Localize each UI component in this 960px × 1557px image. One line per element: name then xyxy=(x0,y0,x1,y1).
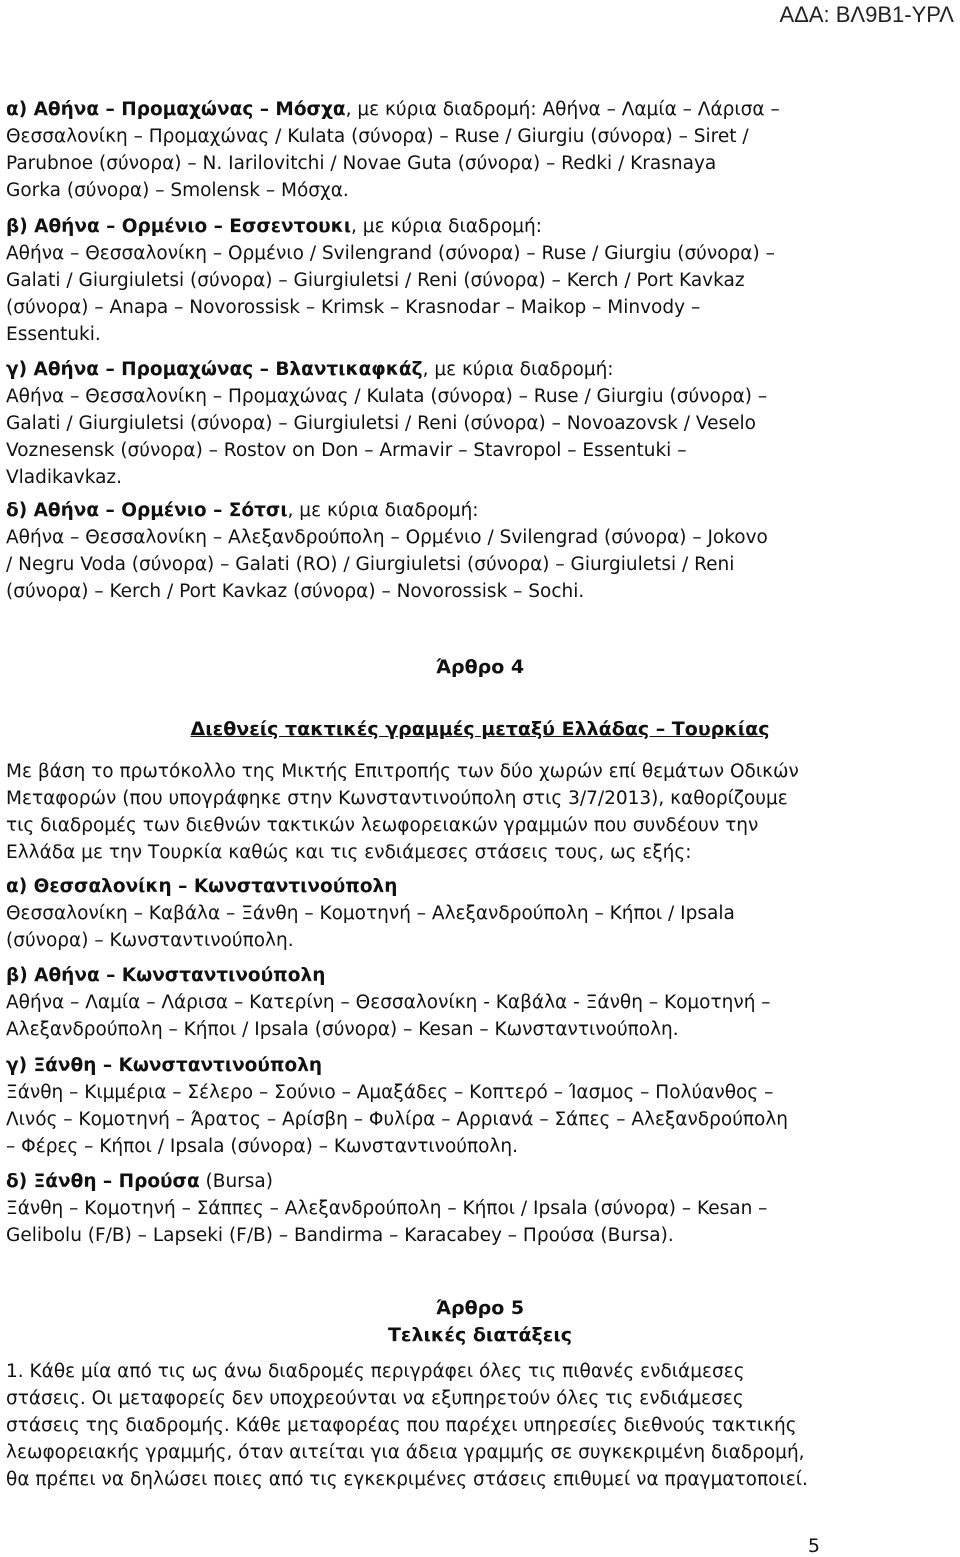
route-line: / Negru Voda (σύνορα) – Galati (RO) / Giurgiuletsi (σύνορα) – Giurgiuletsi / Reni xyxy=(6,554,735,575)
route-4b xyxy=(6,962,820,1043)
route-intro: , με κύρια διαδρομή: xyxy=(422,359,614,380)
article-5-subheading: Τελικές διατάξεις xyxy=(387,1324,573,1346)
route-title: δ) Ξάνθη – Προύσα xyxy=(6,1171,200,1192)
route-4c xyxy=(6,1052,820,1160)
route-title: β) Αθήνα – Ορμένιο – Εσσεντουκι xyxy=(6,216,352,237)
route-line: – Φέρες – Κήποι / Ipsala (σύνορα) – Κωνσταντινούπολη. xyxy=(6,1136,518,1157)
article-4-subheading xyxy=(0,718,960,740)
route-3c xyxy=(6,356,820,491)
route-line xyxy=(6,213,820,240)
route-line: Αθήνα – Θεσσαλονίκη – Αλεξανδρούπολη – Ορμένιο / Svilengrad (σύνορα) – Jokovo xyxy=(6,527,768,548)
document-ada-code: ΑΔΑ: ΒΛ9Β1-ΥΡΛ xyxy=(779,2,954,27)
body-line: λεωφορειακής γραμμής, όταν αιτείται για άδεια γραμμής σε συγκεκριμένη διαδρομή, xyxy=(6,1442,805,1463)
intro-line: Με βάση το πρωτόκολλο της Μικτής Επιτροπής των δύο χωρών επί θεμάτων Οδικών xyxy=(6,761,799,782)
route-line: Parubnoe (σύνορα) – N. Iarilovitchi / Novae Guta (σύνορα) – Redki / Krasnaya xyxy=(6,153,717,174)
route-title: β) Αθήνα – Κωνσταντινούπολη xyxy=(6,965,326,986)
route-title: γ) Ξάνθη – Κωνσταντινούπολη xyxy=(6,1055,323,1076)
route-intro: , με κύρια διαδρομή: Αθήνα – Λαμία – Λάρισα – xyxy=(345,99,780,120)
route-line xyxy=(6,356,820,383)
route-intro: , με κύρια διαδρομή: xyxy=(351,216,543,237)
route-line: Galati / Giurgiuletsi (σύνορα) – Giurgiuletsi / Reni (σύνορα) – Novoazovsk / Veselo xyxy=(6,413,756,434)
route-title: α) Θεσσαλονίκη – Κωνσταντινούπολη xyxy=(6,876,398,897)
route-4d xyxy=(6,1168,820,1249)
route-line: Θεσσαλονίκη – Καβάλα – Ξάνθη – Κομοτηνή – Αλεξανδρούπολη – Κήποι / Ipsala xyxy=(6,903,735,924)
route-line: Αθήνα – Θεσσαλονίκη – Ορμένιο / Svilengrand (σύνορα) – Ruse / Giurgiu (σύνορα) – xyxy=(6,243,775,264)
route-line: Θεσσαλονίκη – Προμαχώνας / Kulata (σύνορα) – Ruse / Giurgiu (σύνορα) – Siret / xyxy=(6,126,749,147)
route-line: Λινός – Κομοτηνή – Άρατος – Αρίσβη – Φυλίρα – Αρριανά – Σάπες – Αλεξανδρούπολη xyxy=(6,1109,789,1130)
body-line: στάσεις της διαδρομής. Κάθε μεταφορέας που παρέχει υπηρεσίες διεθνούς τακτικής xyxy=(6,1415,797,1436)
body-line: 1. Κάθε μία από τις ως άνω διαδρομές περιγράφει όλες τις πιθανές ενδιάμεσες xyxy=(6,1361,745,1382)
route-line: Αθήνα – Θεσσαλονίκη – Προμαχώνας / Kulata (σύνορα) – Ruse / Giurgiu (σύνορα) – xyxy=(6,386,768,407)
route-line: Vladikavkaz. xyxy=(6,467,123,488)
intro-line: Ελλάδα με την Τουρκία καθώς και τις ενδιάμεσες στάσεις τους, ως εξής: xyxy=(6,842,692,863)
route-line: Gelibolu (F/B) – Lapseki (F/B) – Bandirma – Karacabey – Προύσα (Bursa). xyxy=(6,1225,674,1246)
route-line: Ξάνθη – Κομοτηνή – Σάππες – Αλεξανδρούπολη – Κήποι / Ipsala (σύνορα) – Kesan – xyxy=(6,1198,768,1219)
article-5-body xyxy=(6,1358,820,1493)
route-line: Gorka (σύνορα) – Smolensk – Μόσχα. xyxy=(6,180,349,201)
route-intro: , με κύρια διαδρομή: xyxy=(287,500,479,521)
route-line: Αλεξανδρούπολη – Κήποι / Ipsala (σύνορα) – Kesan – Κωνσταντινούπολη. xyxy=(6,1019,679,1040)
route-title: γ) Αθήνα – Προμαχώνας – Βλαντικαφκάζ xyxy=(6,359,423,380)
route-line: (σύνορα) – Κωνσταντινούπολη. xyxy=(6,930,294,951)
route-line: (σύνορα) – Anapa – Novorossisk – Krimsk – Krasnodar – Maikop – Minvody – xyxy=(6,297,701,318)
route-title: δ) Αθήνα – Ορμένιο – Σότσι xyxy=(6,500,288,521)
route-3a xyxy=(6,96,820,204)
route-line: Voznesensk (σύνορα) – Rostov on Don – Armavir – Stavropol – Essentuki – xyxy=(6,440,687,461)
body-line: στάσεις. Οι μεταφορείς δεν υποχρεούνται να εξυπηρετούν όλες τις ενδιάμεσες xyxy=(6,1388,744,1409)
route-line xyxy=(6,96,820,123)
route-line: Essentuki. xyxy=(6,324,101,345)
body-line: θα πρέπει να δηλώσει ποιες από τις εγκεκριμένες στάσεις επιθυμεί να πραγματοποιεί. xyxy=(6,1469,808,1490)
route-4a xyxy=(6,873,820,954)
page-number: 5 xyxy=(807,1535,820,1557)
route-line: Galati / Giurgiuletsi (σύνορα) – Giurgiuletsi / Reni (σύνορα) – Kerch / Port Kavkaz xyxy=(6,270,745,291)
article-4-subheading-text: Διεθνείς τακτικές γραμμές μεταξύ Ελλάδας – Τουρκίας xyxy=(190,718,770,740)
intro-line: τις διαδρομές των διεθνών τακτικών λεωφορειακών γραμμών που συνδέουν την xyxy=(6,815,759,836)
route-line: Ξάνθη – Κιμμέρια – Σέλερο – Σούνιο – Αμαξάδες – Κοπτερό – Ίασμος – Πολύανθος – xyxy=(6,1082,774,1103)
route-3b xyxy=(6,213,820,348)
intro-line: Μεταφορών (που υπογράφηκε στην Κωνσταντινούπολη στις 3/7/2013), καθορίζουμε xyxy=(6,788,788,809)
route-3d xyxy=(6,497,820,605)
article-5-heading: Άρθρο 5 xyxy=(435,1297,525,1319)
article-4-intro xyxy=(6,758,820,866)
route-line xyxy=(6,497,820,524)
route-line: Αθήνα – Λαμία – Λάρισα – Κατερίνη – Θεσσαλονίκη - Καβάλα - Ξάνθη – Κομοτηνή – xyxy=(6,992,771,1013)
route-line xyxy=(6,1168,820,1195)
route-line: (σύνορα) – Kerch / Port Kavkaz (σύνορα) – Novorossisk – Sochi. xyxy=(6,581,585,602)
route-title: α) Αθήνα – Προμαχώνας – Μόσχα xyxy=(6,99,346,120)
article-4-heading: Άρθρο 4 xyxy=(435,656,525,678)
route-title-suffix: (Bursa) xyxy=(199,1171,273,1192)
